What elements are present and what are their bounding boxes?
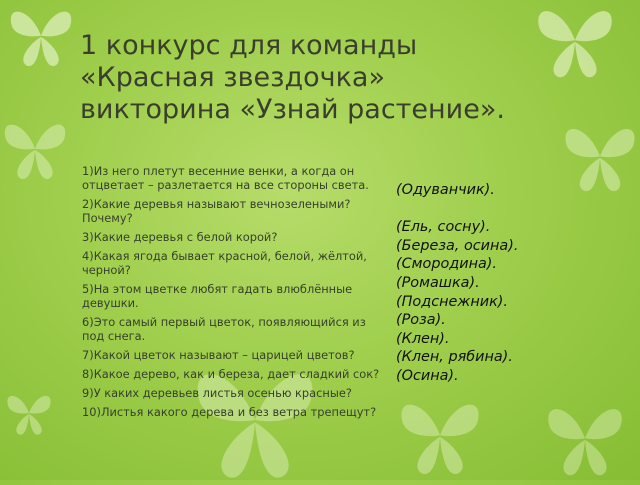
question-item: 4)Какая ягода бывает красной, белой, жёлтой, черной? <box>82 249 367 277</box>
butterfly-icon <box>395 395 485 479</box>
answer-item: (Роза). <box>396 312 446 329</box>
answer-item: (Ель, сосну). <box>396 219 491 236</box>
question-item: 6)Это самый первый цветок, появляющийся из под снега. <box>82 315 366 343</box>
answer-item: (Клен). <box>396 330 450 347</box>
question-item: 10)Листья какого дерева и без ветра трепещут? <box>82 405 377 419</box>
answer-item: (Осина). <box>396 367 459 384</box>
question-item: 1)Из него плетут весенние венки, а когда он отцветает – разлетается на все стороны света. <box>82 164 369 192</box>
title-line: 1 конкурс для команды <box>80 30 418 61</box>
question-item: 5)На этом цветке любят гадать влюблённые девушки. <box>82 282 353 310</box>
butterfly-icon <box>0 110 70 190</box>
question-item: 7)Какой цветок называют – царицей цветов? <box>82 348 355 362</box>
title-line: викторина «Узнай растение». <box>80 94 505 125</box>
answer-item: (Ромашка). <box>396 274 480 291</box>
answer-item: (Одуванчик). <box>396 182 495 198</box>
butterfly-icon <box>540 400 630 480</box>
answers-list <box>396 181 616 386</box>
answer-item: (Береза, осина). <box>396 237 519 254</box>
question-item: 3)Какие деревья с белой корой? <box>82 230 278 244</box>
questions-list <box>82 164 382 424</box>
butterfly-icon <box>6 4 76 70</box>
question-item: 2)Какие деревья называют вечнозелеными? Почему? <box>82 197 351 225</box>
answer-item: (Подснежник). <box>396 293 508 310</box>
butterfly-icon <box>4 390 54 438</box>
title-line: «Красная звездочка» <box>80 62 385 93</box>
slide-title <box>80 30 600 126</box>
question-item: 8)Какое дерево, как и береза, дает сладкий сок? <box>82 367 380 381</box>
answer-item: (Клен, рябина). <box>396 349 513 366</box>
answer-spacer <box>396 200 616 219</box>
answer-item: (Смородина). <box>396 256 497 273</box>
question-item: 9)У каких деревьев листья осенью красные? <box>82 386 352 400</box>
